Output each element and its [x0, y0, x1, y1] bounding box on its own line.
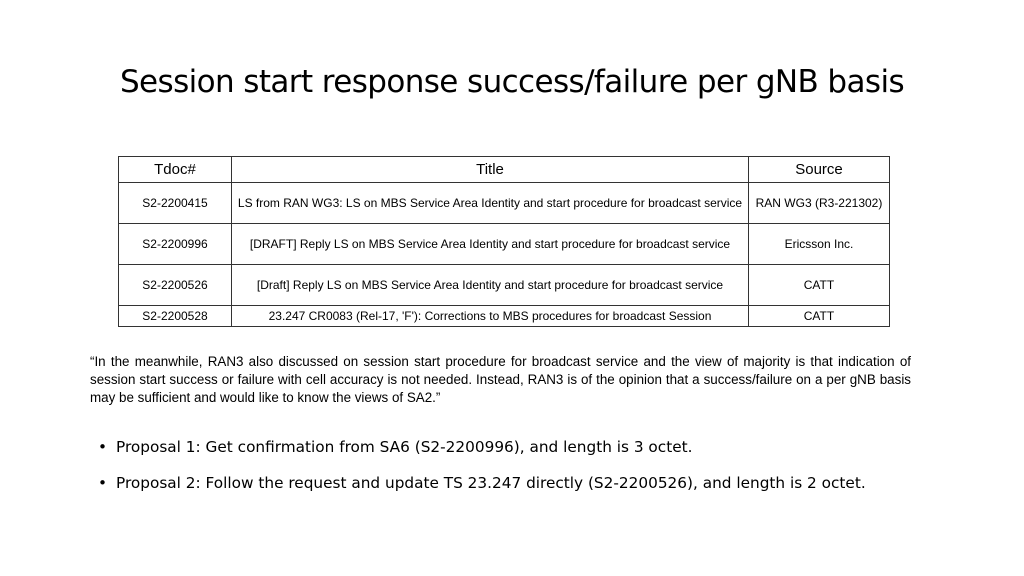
proposal-list [98, 434, 866, 506]
tdoc-cell: S2-2200415 [119, 183, 232, 224]
source-cell: CATT [749, 306, 890, 327]
table-row [119, 183, 890, 224]
column-header-source: Source [749, 157, 890, 183]
title-cell: 23.247 CR0083 (Rel-17, 'F'): Corrections to MBS procedures for broadcast Session [232, 306, 749, 327]
proposal-item [98, 470, 866, 506]
bullet-icon: • [98, 438, 108, 456]
title-cell: [Draft] Reply LS on MBS Service Area Identity and start procedure for broadcast service [232, 265, 749, 306]
slide-title: Session start response success/failure per gNB basis [119, 64, 905, 100]
table-row [119, 306, 890, 327]
title-cell: [DRAFT] Reply LS on MBS Service Area Identity and start procedure for broadcast service [232, 224, 749, 265]
table-header-row [119, 157, 890, 183]
proposal-item [98, 434, 866, 470]
tdoc-cell: S2-2200528 [119, 306, 232, 327]
proposal-text: Proposal 1: Get confirmation from SA6 (S2-2200996), and length is 3 octet. [116, 438, 693, 456]
column-header-tdoc: Tdoc# [119, 157, 232, 183]
title-cell: LS from RAN WG3: LS on MBS Service Area Identity and start procedure for broadcast service [232, 183, 749, 224]
bullet-icon: • [98, 474, 108, 492]
column-header-title: Title [232, 157, 749, 183]
source-cell: Ericsson Inc. [749, 224, 890, 265]
proposal-text: Proposal 2: Follow the request and update TS 23.247 directly (S2-2200526), and length is 2 octet. [116, 474, 866, 492]
tdoc-cell: S2-2200526 [119, 265, 232, 306]
ran3-quote: “In the meanwhile, RAN3 also discussed on session start procedure for broadcast service and the view of majority is that indication of session start success or failure with cell accuracy is not needed. Instead, RAN3 is of the opinion that a success/failure on a per gNB basis may be sufficient and would like to know the views of SA2.” [90, 354, 911, 405]
source-cell: CATT [749, 265, 890, 306]
tdoc-table [118, 156, 890, 327]
source-cell: RAN WG3 (R3-221302) [749, 183, 890, 224]
table-row [119, 224, 890, 265]
tdoc-cell: S2-2200996 [119, 224, 232, 265]
table-row [119, 265, 890, 306]
